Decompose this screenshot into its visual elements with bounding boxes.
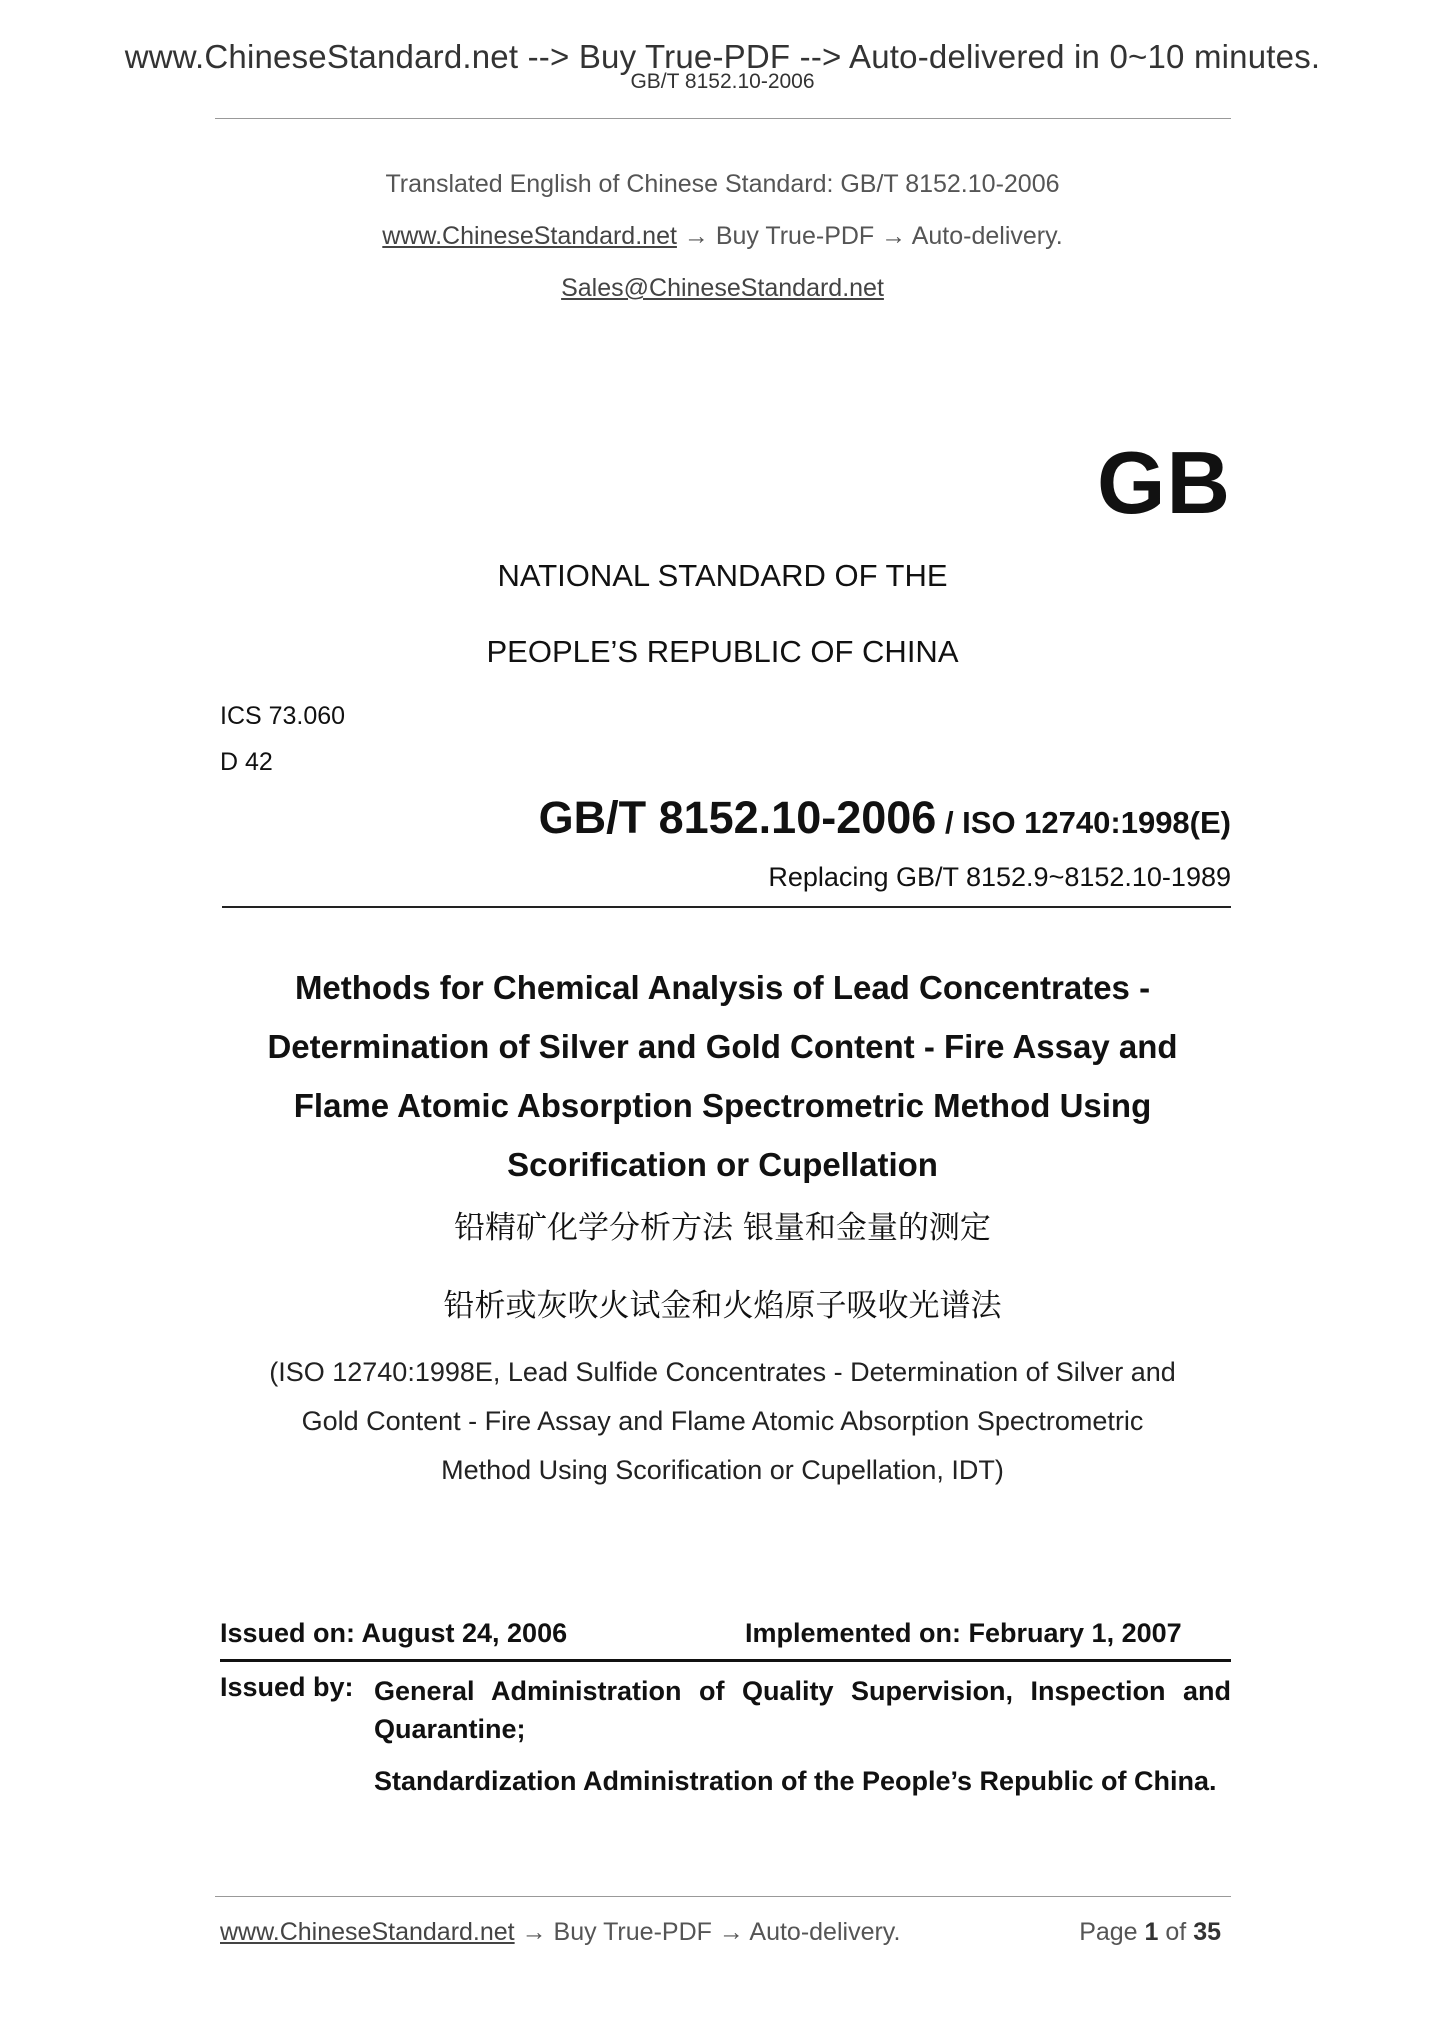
chinese-title-line-1: 铅精矿化学分析方法 银量和金量的测定 (454, 1210, 991, 1246)
title-line-4: Scorification or Cupellation (507, 1146, 938, 1183)
issuer-org-2: Standardization Administration of the People’s Republic of China. (374, 1766, 1217, 1796)
footer-delivery (220, 1918, 900, 1947)
gb-mark: GB (1097, 433, 1231, 532)
title-line-1: Methods for Chemical Analysis of Lead Concentrates - (294, 969, 1151, 1006)
standard-number (539, 792, 1231, 844)
chinese-title-line-2: 铅析或灰吹火试金和火焰原子吸收光谱法 (443, 1288, 1002, 1324)
site-link[interactable]: www.ChineseStandard.net (382, 222, 677, 250)
title-divider (222, 906, 1231, 908)
of-label: of (1158, 1918, 1194, 1946)
running-header: GB/T 8152.10-2006 (630, 70, 815, 93)
iso-number: ISO 12740:1998(E) (962, 805, 1231, 840)
footer-site-link[interactable]: www.ChineseStandard.net (220, 1918, 515, 1946)
page-current: 1 (1144, 1918, 1159, 1946)
iso-reference-line-3: Method Using Scorification or Cupellation, IDT) (441, 1455, 1004, 1485)
footer-divider (215, 1896, 1231, 1897)
national-standard-line1: NATIONAL STANDARD OF THE (497, 558, 948, 593)
delivery-text: → Buy True-PDF → Auto-delivery. (676, 222, 1063, 250)
iso-reference (0, 1348, 1445, 1495)
implemented-date: Implemented on: February 1, 2007 (745, 1618, 1182, 1648)
replacing-note: Replacing GB/T 8152.9~8152.10-1989 (768, 862, 1231, 892)
english-title (0, 958, 1445, 1194)
top-banner: www.ChineseStandard.net --> Buy True-PDF --> Auto-delivered in 0~10 minutes. (124, 38, 1321, 75)
sales-email-link[interactable]: Sales@ChineseStandard.net (561, 274, 884, 302)
page-label: Page (1079, 1918, 1145, 1946)
delivery-line (0, 222, 1445, 251)
iso-reference-line-2: Gold Content - Fire Assay and Flame Atomic Absorption Spectrometric (301, 1406, 1144, 1436)
number-separator: / (936, 805, 963, 840)
footer-delivery-text: → Buy True-PDF → Auto-delivery. (514, 1918, 901, 1946)
gb-number: GB/T 8152.10-2006 (538, 792, 937, 843)
iso-reference-line-1: (ISO 12740:1998E, Lead Sulfide Concentrates - Determination of Silver and (269, 1357, 1176, 1387)
title-line-2: Determination of Silver and Gold Content - Fire Assay and (267, 1028, 1178, 1065)
issued-date: Issued on: August 24, 2006 (220, 1618, 568, 1648)
ccs-code: D 42 (220, 748, 273, 776)
page-indicator (1079, 1918, 1221, 1947)
issue-divider (220, 1659, 1231, 1662)
header-divider (215, 118, 1231, 119)
issued-by-label: Issued by: (220, 1672, 354, 1702)
translation-notice: Translated English of Chinese Standard: GB/T 8152.10-2006 (385, 170, 1060, 198)
title-line-3: Flame Atomic Absorption Spectrometric Method Using (293, 1087, 1152, 1124)
issuer-org-1: General Administration of Quality Supervision, Inspection and Quarantine; (374, 1676, 1231, 1744)
national-standard-line2: PEOPLE’S REPUBLIC OF CHINA (486, 634, 959, 669)
sales-email-line (0, 274, 1445, 303)
ics-code: ICS 73.060 (220, 702, 346, 730)
page-total: 35 (1193, 1918, 1221, 1946)
